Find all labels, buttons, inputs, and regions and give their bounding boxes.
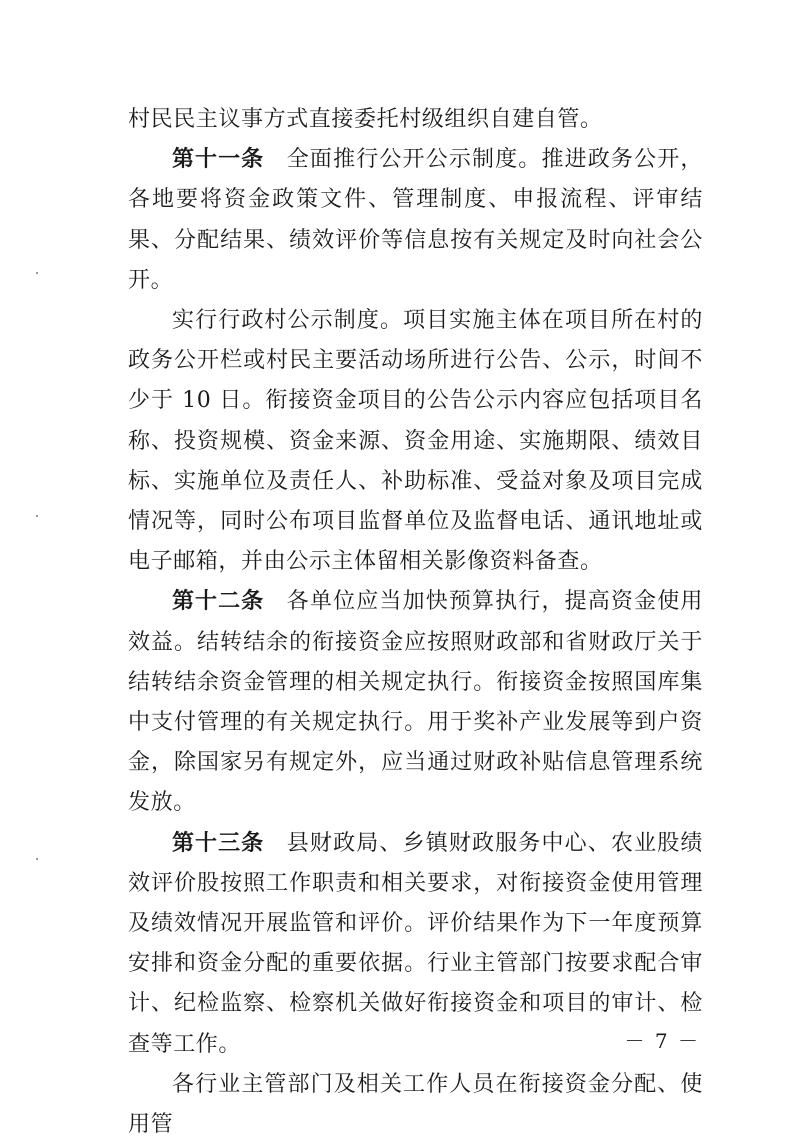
article-number: 第十一条 [172, 147, 265, 173]
scan-speck [36, 858, 38, 860]
article-number: 第十二条 [172, 589, 265, 615]
page-number: － 7 － [624, 1029, 700, 1053]
article-13 [128, 824, 703, 1065]
scan-speck [36, 272, 38, 274]
paragraph-publicity [128, 301, 703, 582]
paragraph-text: 实行行政村公示制度。项目实施主体在项目所在村的政务公开栏或村民主要活动场所进行公告、公示，时间不少于 10 日。衔接资金项目的公告公示内容应包括项目名称、投资规模、资金来源、资金用途、实施期限、绩效目标、实施单位及责任人、补助标准、受益对象及项目完成情况等，同时公布项目监督单位及监督电话、通讯地址或电子邮箱，并由公示主体留相关影像资料备查。 [128, 308, 703, 575]
paragraph-responsibility [128, 1065, 703, 1145]
article-11 [128, 140, 703, 301]
paragraph-text: 全面推行公开公示制度。推进政务公开，各地要将资金政策文件、管理制度、申报流程、评审结果、分配结果、绩效评价等信息按有关规定及时向社会公开。 [128, 147, 703, 293]
document-body [128, 100, 703, 1145]
paragraph-text: 村民民主议事方式直接委托村级组织自建自管。 [128, 107, 603, 132]
scan-speck [36, 515, 38, 517]
article-12 [128, 582, 703, 823]
paragraph-continuation [128, 100, 703, 140]
article-number: 第十三条 [172, 830, 265, 856]
paragraph-text: 县财政局、乡镇财政服务中心、农业股绩效评价股按照工作职责和相关要求，对衔接资金使用管理及绩效情况开展监管和评价。评价结果作为下一年度预算安排和资金分配的重要依据。行业主管部门按要求配合审计、纪检监察、检察机关做好衔接资金和项目的审计、检查等工作。 [128, 830, 703, 1057]
paragraph-text: 各行业主管部门及相关工作人员在衔接资金分配、使用管 [128, 1071, 703, 1138]
paragraph-text: 各单位应当加快预算执行，提高资金使用效益。结转结余的衔接资金应按照财政部和省财政厅关于结转结余资金管理的相关规定执行。衔接资金按照国库集中支付管理的有关规定执行。用于奖补产业发展等到户资金，除国家另有规定外，应当通过财政补贴信息管理系统发放。 [128, 589, 703, 816]
